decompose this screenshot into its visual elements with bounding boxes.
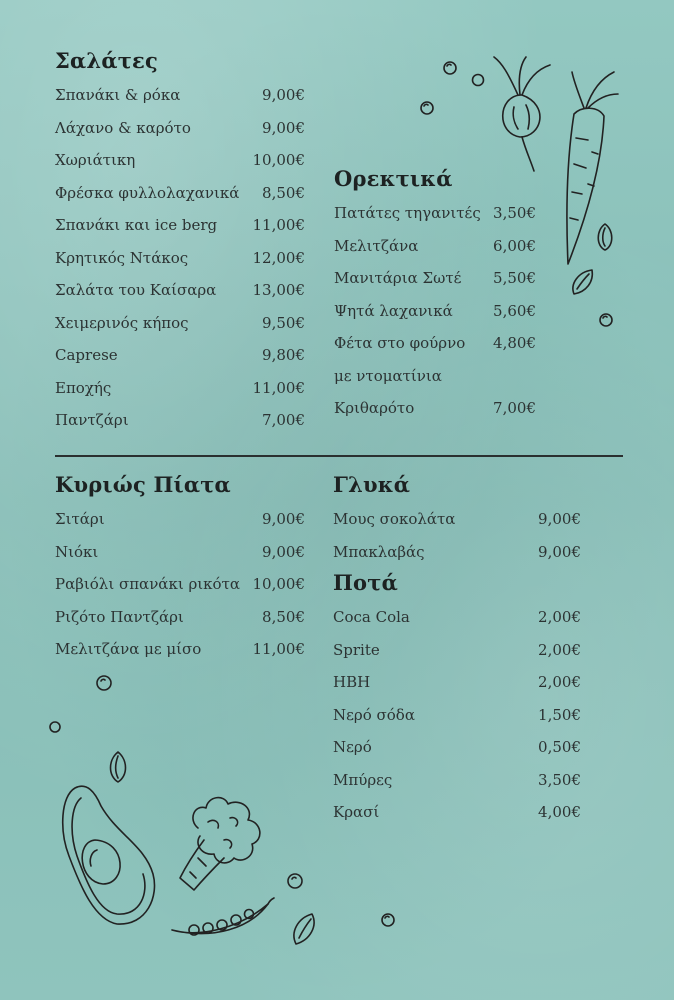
menu-item — [55, 177, 305, 210]
menu-item-name: Χωριάτικη — [55, 151, 136, 169]
menu-item-price: 4,80€ — [493, 334, 536, 352]
menu-item-price: 5,50€ — [493, 269, 536, 287]
drinks-title: Ποτά — [333, 570, 398, 595]
seed-icon — [568, 268, 596, 296]
avocado-icon — [55, 780, 165, 930]
menu-item-price: 9,00€ — [262, 86, 305, 104]
pea-icon — [48, 720, 62, 734]
pea-pod-icon — [170, 898, 275, 943]
menu-item-price: 9,00€ — [262, 510, 305, 528]
menu-item-name: Ραβιόλι σπανάκι ρικότα — [55, 575, 240, 593]
menu-item — [334, 327, 536, 360]
menu-item-name: Μους σοκολάτα — [333, 510, 456, 528]
menu-item-price: 9,50€ — [262, 313, 305, 332]
menu-item — [333, 764, 581, 797]
mains-list — [55, 503, 305, 666]
section-divider — [55, 455, 623, 457]
menu-item-price: 9,80€ — [262, 346, 305, 364]
menu-item — [333, 699, 581, 732]
menu-item — [55, 404, 305, 437]
menu-item-name: Ψητά λαχανικά — [334, 301, 453, 320]
pea-icon — [598, 312, 614, 328]
menu-item-price: 5,60€ — [493, 301, 536, 320]
menu-item — [333, 601, 581, 634]
menu-item-name: Πατάτες τηγανιτές — [334, 204, 481, 222]
menu-item — [334, 262, 536, 295]
menu-item — [55, 601, 305, 634]
salads-section — [55, 48, 305, 437]
menu-item-name: Παντζάρι — [55, 411, 129, 429]
menu-item-name: Σπανάκι & ρόκα — [55, 86, 181, 104]
beet-icon — [490, 55, 560, 175]
menu-item-name: Εποχής — [55, 378, 112, 397]
appetizers-title: Ορεκτικά — [334, 166, 453, 191]
menu-item — [55, 144, 305, 177]
menu-item-name: Μελιτζάνα — [334, 236, 419, 255]
menu-item-price: 9,00€ — [262, 118, 305, 137]
menu-item — [55, 274, 305, 307]
menu-item-name: HBH — [333, 673, 371, 691]
broccoli-icon — [168, 792, 273, 897]
menu-item-name: Λάχανο & καρότο — [55, 118, 191, 137]
menu-item-price: 13,00€ — [252, 281, 305, 299]
menu-item — [334, 230, 536, 263]
menu-item — [333, 503, 581, 536]
menu-item-name: Κριθαρότο — [334, 399, 415, 417]
seed-icon — [290, 912, 318, 946]
menu-item — [55, 633, 305, 666]
menu-item — [334, 295, 536, 328]
menu-item-name: Ριζότο Παντζάρι — [55, 607, 184, 626]
menu-item-name: Φέτα στο φούρνο — [334, 334, 466, 352]
menu-item-name: Κρητικός Ντάκος — [55, 248, 189, 267]
menu-item-price: 6,00€ — [493, 236, 536, 255]
pea-icon — [442, 60, 458, 76]
menu-item-price: 12,00€ — [252, 248, 305, 267]
pea-icon — [286, 872, 304, 890]
drinks-list — [333, 601, 581, 829]
menu-item — [55, 339, 305, 372]
menu-item-name: Νιόκι — [55, 542, 99, 561]
menu-item-price: 11,00€ — [252, 640, 305, 658]
menu-item — [333, 666, 581, 699]
menu-item — [55, 79, 305, 112]
menu-item-price: 9,00€ — [538, 510, 581, 528]
menu-item-price: 10,00€ — [252, 151, 305, 169]
menu-item-name: Μπακλαβάς — [333, 542, 425, 561]
menu-item-name: Μανιτάρια Σωτέ — [334, 269, 462, 287]
menu-item-name: Νερό — [333, 738, 372, 756]
menu-item — [55, 307, 305, 340]
menu-item-price: 3,50€ — [538, 770, 581, 789]
menu-item-name: Caprese — [55, 346, 118, 364]
appetizers-section — [334, 166, 536, 425]
menu-item-price: 11,00€ — [252, 216, 305, 234]
menu-item-price: 9,00€ — [538, 542, 581, 561]
menu-item — [55, 242, 305, 275]
salads-title: Σαλάτες — [55, 48, 158, 73]
menu-item-price: 10,00€ — [252, 575, 305, 593]
menu-item — [333, 634, 581, 667]
menu-item-name: Κρασί — [333, 803, 380, 821]
menu-item — [55, 536, 305, 569]
seed-icon — [594, 222, 616, 252]
salads-list — [55, 79, 305, 437]
menu-item-price: 7,00€ — [262, 411, 305, 429]
menu-item — [334, 392, 536, 425]
menu-item-price: 9,00€ — [262, 542, 305, 561]
menu-item-name: Φρέσκα φυλλολαχανικά — [55, 183, 240, 202]
menu-item — [333, 536, 581, 569]
menu-item-price: 2,00€ — [538, 673, 581, 691]
menu-item-name: με ντοματίνια — [334, 366, 442, 385]
menu-item-price: 8,50€ — [262, 183, 305, 202]
menu-item-price: 8,50€ — [262, 607, 305, 626]
menu-item-name: Σιτάρι — [55, 510, 105, 528]
pea-icon — [470, 72, 486, 88]
seed-icon — [106, 750, 130, 784]
menu-item — [55, 372, 305, 405]
menu-item-price: 2,00€ — [538, 608, 581, 626]
desserts-section — [333, 472, 581, 568]
menu-item-price: 2,00€ — [538, 640, 581, 659]
desserts-title: Γλυκά — [333, 472, 411, 497]
menu-item — [333, 796, 581, 829]
menu-item — [55, 112, 305, 145]
menu-item-name: Sprite — [333, 640, 380, 659]
menu-item-name: Μπύρες — [333, 770, 393, 789]
menu-item-name: Coca Cola — [333, 608, 410, 626]
menu-item-price: 7,00€ — [493, 399, 536, 417]
menu-item-name: Νερό σόδα — [333, 705, 415, 724]
menu-item — [55, 503, 305, 536]
desserts-list — [333, 503, 581, 568]
menu-item — [334, 360, 536, 393]
menu-item-price: 11,00€ — [252, 378, 305, 397]
menu-item-name: Μελιτζάνα με μίσο — [55, 640, 202, 658]
menu-item-price: 3,50€ — [493, 204, 536, 222]
pea-icon — [418, 99, 436, 117]
menu-item-price: 0,50€ — [538, 738, 581, 756]
menu-item-price: 1,50€ — [538, 705, 581, 724]
pea-icon — [95, 674, 113, 692]
menu-item — [55, 209, 305, 242]
menu-item-name: Χειμερινός κήπος — [55, 313, 189, 332]
appetizers-list — [334, 197, 536, 425]
pea-icon — [380, 912, 396, 928]
drinks-section — [333, 570, 581, 829]
menu-item-name: Σπανάκι και ice berg — [55, 216, 218, 234]
mains-title: Κυριώς Πίατα — [55, 472, 231, 497]
menu-item — [334, 197, 536, 230]
menu-item — [55, 568, 305, 601]
menu-item-price: 4,00€ — [538, 803, 581, 821]
menu-item-name: Σαλάτα του Καίσαρα — [55, 281, 217, 299]
mains-section — [55, 472, 305, 666]
menu-item — [333, 731, 581, 764]
